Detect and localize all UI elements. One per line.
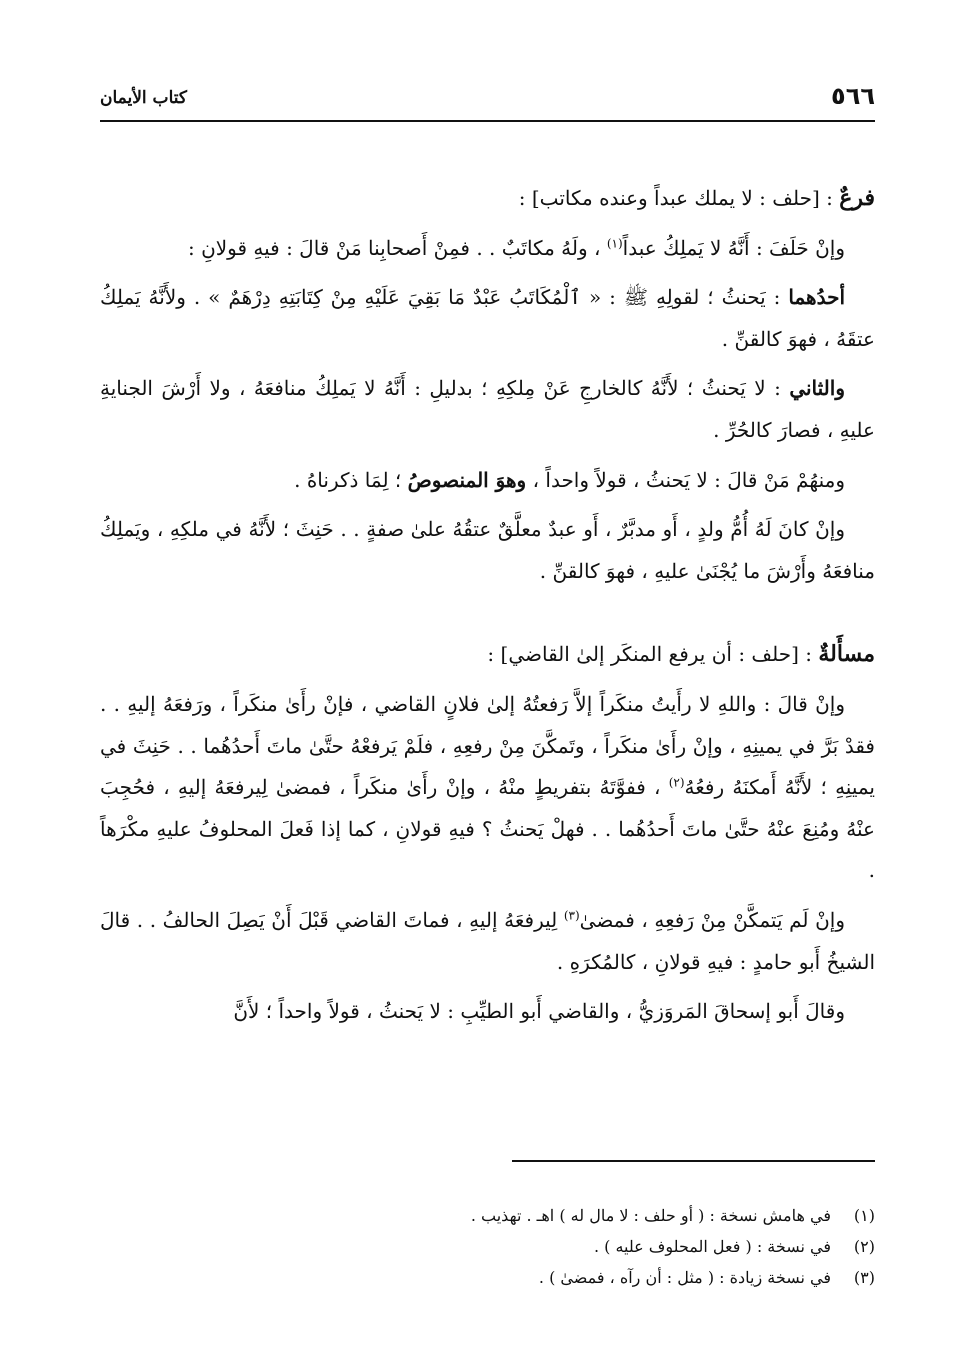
paragraph-text: وإنْ كانَ لَهُ أُمُّ ولدٍ ، أَو مدبَّرٌ ، أَو عبدٌ معلَّقٌ عتقُهُ علىٰ صفةٍ . . حَنِثَ ؛ لأَنَّهُ في ملكِهِ ، ويَملِكُ منافعَهُ وأَرْشَ ما يُجْنَىٰ عليهِ ، فهوَ كالقنِّ . [100,517,875,583]
footnote [100,1262,875,1293]
book-page [100,0,875,1369]
footnote-number: (١) [853,1206,875,1225]
footnotes [100,1200,875,1293]
opinion-term: والثاني [789,376,845,401]
paragraph-text: وقالَ أَبو إسحاقَ المَروَزيُّ ، والقاضي أَبو الطيِّبِ : لا يَحنثُ ، قولاً واحداً ؛ لأَنَّ [233,999,845,1024]
footnote-number: (٣) [853,1268,875,1287]
page-number: ٥٦٦ [831,82,875,110]
opinion-term: أحدُهما [788,285,845,310]
paragraph [100,228,875,270]
paragraph-text: ومنهُمْ مَنْ قالَ : لا يَحنثُ ، قولاً واحداً ، [526,467,845,492]
paragraph-text: وإنْ قالَ : واللهِ لا رأَيتُ منكَراً إلاَّ رَفعتُهُ إلىٰ فلانٍ القاضي ، فإنْ رأَىٰ منكَراً ، ورَفعَهُ إليهِ . . فقدْ بَرَّ في يمينِهِ ، وإنْ رأَىٰ منكَراً ، وتَمكَّنَ مِنْ رفعِهِ ، فلَمْ يَرفعْهُ حتَّىٰ ماتَ أَحدُهُما . . حَنِثَ في يمينِهِ ؛ لأَنَّهُ أَمكنَهُ رفعُهُ [100,691,875,800]
section-title: : [حلف : أن يرفع المنكَر إلىٰ القاضي] : [487,642,813,667]
section-label: فرعٌ [839,185,875,211]
footnote-separator [512,1160,875,1162]
footnote-text: في نسخة زيادة : ( مثل : أن رآه ، فمضىٰ ) . [538,1268,831,1287]
paragraph-text: : يَحنثُ ؛ لقولِهِ ﷺ : « ٱلْمُكَاتَبُ عَبْدٌ مَا بَقِيَ عَلَيْهِ مِنْ كِتَابَتِهِ دِرْهَمٌ » . ولأَنَّهُ يَملِكُ عتقَهُ ، فهوَ كالقنِّ . [100,285,875,351]
footnote [100,1231,875,1262]
footnote-ref: (٢) [668,775,685,790]
paragraph-text: وإنْ حَلَفَ : أَنَّهُ لا يَملِكُ عبداً [622,235,845,260]
section-title: : [حلف : لا يملك عبداً وعنده مكاتب] : [518,186,833,210]
section-label: مسأَلةٌ [818,641,875,668]
footnote-ref: (١) [606,235,623,250]
section-heading [100,178,875,220]
paragraph-text: وإنْ لَم يَتمكَّنْ مِنْ رَفعِهِ ، فمضىٰ [579,907,845,932]
section-spacer [100,600,875,634]
section-heading [100,634,875,676]
running-title: كتاب الأيمان [100,88,187,108]
paragraph [100,460,875,502]
paragraph-text: ، ولَهُ مكاتَبٌ . . فمِنْ أَصحابِنا مَنْ قالَ : فيهِ قولانِ : [187,235,607,260]
footnote [100,1200,875,1231]
header-rule [100,120,875,122]
footnote-ref: (٣) [563,908,580,923]
footnote-number: (٢) [853,1237,875,1256]
footnote-text: في هامش نسخة : ( أو حلف : لا مال له ) اهـ . تهذيب . [470,1206,831,1225]
footnote-text: في نسخة : ( فعل المحلوف عليه ) . [593,1237,831,1256]
emphasis-text: وهوَ المنصوصُ [407,467,527,492]
paragraph-text: ؛ لِمَا ذكرناهُ . [294,467,408,492]
paragraph [100,509,875,592]
paragraph [100,277,875,360]
paragraph-text: : لا يَحنثُ ؛ لأَنَّهُ كالخارجِ عَنْ مِلكِهِ ؛ بدليلِ : أَنَّهُ لا يَملِكُ منافعَهُ ، ولا أَرْشَ الجنايةِ عليهِ ، فصارَ كالحُرِّ . [100,376,875,442]
page-header [100,82,875,112]
paragraph-text: لِيرفعَهُ إليهِ ، فماتَ القاضي قَبْلَ أَنْ يَصِلَ الحالفُ . . قالَ الشيخُ أَبو حامدٍ : فيهِ قولانِ ، كالمُكرَهِ . [100,907,875,974]
paragraph [100,684,875,892]
paragraph [100,991,875,1033]
paragraph [100,368,875,451]
paragraph-text: ، ففوَّتَهُ بتفريطٍ منْهُ ، وإنْ رأَىٰ منكَراً ، فمضىٰ لِيرفعَهُ إليهِ ، فحُجِبَ عنْهُ ومُنِعَ عنْهُ حتَّىٰ ماتَ أَحدُهُما . . فهلْ يَحنثُ ؟ فيهِ قولانِ ، كما إذا فَعلَ المحلوفُ عليهِ مكْرَهاً . [100,775,875,883]
paragraph [100,900,875,983]
main-text [100,178,875,1041]
